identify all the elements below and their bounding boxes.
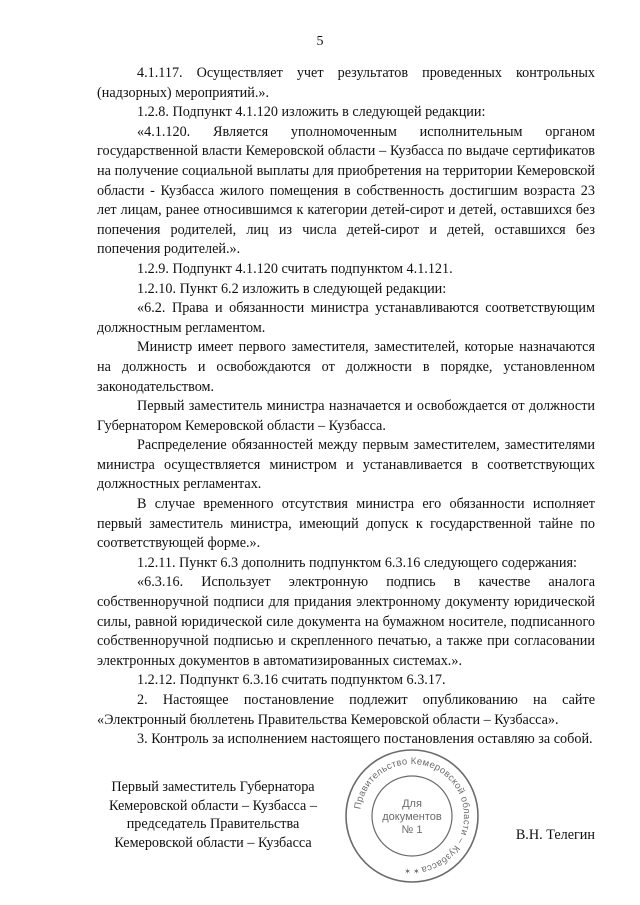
paragraph: 1.2.11. Пункт 6.3 дополнить подпунктом 6.3.16 следующего содержания: — [137, 554, 577, 571]
seal-stars: ✶ ✶ — [404, 867, 420, 876]
paragraph: «6.2. Права и обязанности министра устанавливаются соответствующим должностным регламентом. — [97, 300, 595, 336]
seal-center-line: № 1 — [401, 824, 423, 836]
paragraph: Министр имеет первого заместителя, заместителей, которые назначаются на должность и освобождаются от должности в порядке, установленном законодательством. — [97, 339, 595, 395]
signature-block — [97, 755, 595, 876]
seal-ring-text: Правительство Кемеровской области – Кузбасса — [352, 755, 473, 876]
paragraph: 1.2.9. Подпункт 4.1.120 считать подпунктом 4.1.121. — [137, 260, 453, 277]
paragraph: 3. Контроль за исполнением настоящего постановления оставляю за собой. — [137, 731, 593, 748]
paragraph: Первый заместитель министра назначается и освобождается от должности Губернатором Кемеровской области – Кузбасса. — [97, 398, 595, 434]
page-number: 5 — [316, 34, 324, 49]
signer-title-line: Кемеровской области – Кузбасса — [114, 834, 312, 851]
paragraph: 1.2.12. Подпункт 6.3.16 считать подпунктом 6.3.17. — [137, 672, 446, 689]
paragraph: 1.2.10. Пункт 6.2 изложить в следующей редакции: — [137, 280, 447, 297]
signer-name: В.Н. Телегин — [515, 827, 595, 843]
paragraph: Распределение обязанностей между первым заместителем, заместителями министра осуществляется министром и устанавливается в соответствующих должностных регламентах. — [97, 437, 595, 493]
paragraph: «4.1.120. Является уполномоченным исполнительным органом государственной власти Кемеровской области – Кузбасса по выдаче сертификатов на получение социальной выплаты для приобретения на территории Кемеровской области - Кузбасса жилого помещения в собственность достигшим возраста 23 лет лицам, ранее относившимся к категории детей-сирот и детей, оставшихся без попечения родителей, лиц из числа детей-сирот и детей, оставшихся без попечения родителей.». — [97, 123, 595, 258]
signer-title — [97, 778, 329, 852]
paragraph: 1.2.8. Подпункт 4.1.120 изложить в следующей редакции: — [137, 104, 486, 121]
signer-title-line: Первый заместитель Губернатора — [111, 779, 315, 795]
paragraph: 2. Настоящее постановление подлежит опубликованию на сайте «Электронный бюллетень Правительства Кемеровской области – Кузбасса». — [97, 692, 595, 728]
seal-center-line: Для — [402, 798, 422, 810]
paragraph: «6.3.16. Использует электронную подпись в качестве аналога собственноручной подписи для придания электронному документу юридической силы, равной юридической силе документа на бумажном носителе, подписанного собственноручной подписью и скрепленного печатью, а также при согласовании электронных документов в автоматизированных системах.». — [97, 574, 595, 669]
official-seal-stamp — [342, 746, 482, 886]
seal-center-line: документов — [382, 811, 442, 823]
document-body — [97, 64, 595, 750]
paragraph: 4.1.117. Осуществляет учет результатов проведенных контрольных (надзорных) мероприятий.». — [97, 65, 595, 101]
paragraph: В случае временного отсутствия министра его обязанности исполняет первый заместитель министра, имеющий допуск к государственной тайне по соответствующей форме.». — [97, 496, 595, 552]
signer-title-line: председатель Правительства — [126, 816, 300, 832]
signer-title-line: Кемеровской области – Кузбасса – — [109, 797, 317, 814]
